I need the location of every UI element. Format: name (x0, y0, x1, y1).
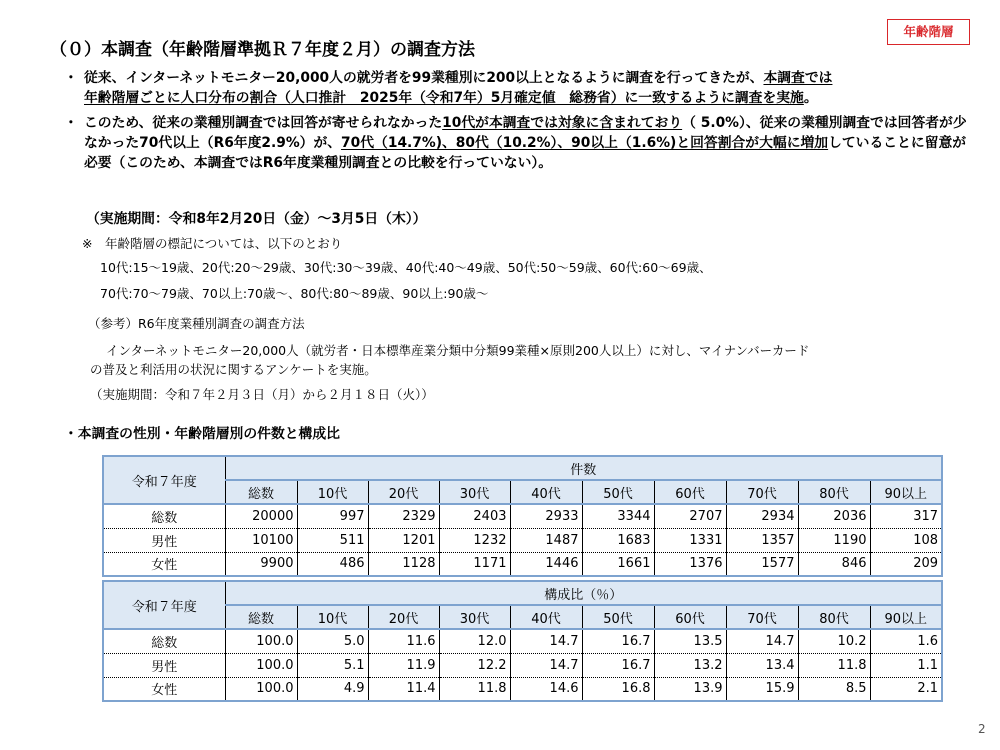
bullet1-end: 。 (803, 90, 818, 106)
bullet-mark: ・ (64, 115, 78, 131)
table-cell: 16.7 (582, 653, 654, 677)
table-cell: 16.7 (582, 629, 654, 653)
table-cell: 486 (297, 552, 368, 576)
column-header: 30代 (439, 480, 510, 504)
table-cell: 2.1 (870, 677, 942, 701)
row-label: 女性 (103, 552, 225, 576)
table-cell: 1201 (368, 528, 439, 552)
table-row (103, 677, 942, 701)
table-cell: 12.2 (439, 653, 510, 677)
table-cell: 1.6 (870, 629, 942, 653)
table-cell: 16.8 (582, 677, 654, 701)
survey-period: （実施期間：令和8年2月20日（金）～3月5日（木）） (86, 211, 427, 227)
bullet2-text-1: このため、従来の業種別調査では回答が寄せられなかった (84, 115, 443, 131)
column-header: 50代 (582, 605, 654, 629)
table-cell: 1128 (368, 552, 439, 576)
table-cell: 1376 (654, 552, 726, 576)
column-header: 70代 (726, 605, 798, 629)
table-row (103, 653, 942, 677)
table-cell: 317 (870, 504, 942, 528)
table-row (103, 504, 942, 528)
row-label: 総数 (103, 504, 225, 528)
column-header: 70代 (726, 480, 798, 504)
table-cell: 1446 (510, 552, 582, 576)
ratio-group-label: 構成比（％） (225, 581, 942, 605)
table-cell: 100.0 (225, 629, 297, 653)
table-cell: 14.7 (726, 629, 798, 653)
table-corner-label: 令和７年度 (103, 581, 225, 629)
table-cell: 10.2 (798, 629, 870, 653)
table-cell: 11.4 (368, 677, 439, 701)
page-title: （０）本調査（年齢階層準拠Ｒ７年度２月）の調査方法 (50, 40, 475, 60)
bullet1-underline-b: 年齢階層ごとに人口分布の割合（人口推計 2025年（令和7年）5月確定値 総務省）に一致するように調査を実施 (84, 90, 804, 106)
row-label: 総数 (103, 629, 225, 653)
bullet2-underline-2: 70代（14.7%)、80代（10.2%）、90以上（1.6%)と回答割合が大幅に増加 (341, 135, 829, 151)
table-row (103, 528, 942, 552)
note-head: ※ 年齢階層の標記については、以下のとおり (82, 236, 343, 251)
table-cell: 14.7 (510, 653, 582, 677)
table-cell: 100.0 (225, 653, 297, 677)
ratio-table (102, 580, 943, 702)
table-cell: 1232 (439, 528, 510, 552)
count-column-headers (103, 480, 942, 504)
table-corner-label: 令和７年度 (103, 456, 225, 504)
table-cell: 846 (798, 552, 870, 576)
column-header: 90以上 (870, 605, 942, 629)
table-cell: 1683 (582, 528, 654, 552)
table-row (103, 552, 942, 576)
note-line-2: 70代:70～79歳、70以上:70歳～、80代:80～89歳、90以上:90歳～ (100, 286, 489, 301)
bullet1-text: 従来、インターネットモニター20,000人の就労者を99業種別に200以上となるように調査を行ってきたが、 (84, 70, 764, 86)
bullet-item-2 (62, 113, 974, 173)
column-header: 20代 (368, 605, 439, 629)
table-cell: 1577 (726, 552, 798, 576)
table-cell: 20000 (225, 504, 297, 528)
note-line-1: 10代:15～19歳、20代:20～29歳、30代:30～39歳、40代:40～49歳、50代:50～59歳、60代:60～69歳、 (100, 260, 712, 275)
column-header: 90以上 (870, 480, 942, 504)
bullet2-text-2: （ 5.0%）、従来の業種別調査では回答者が少なかった70代以上（R6年度2.9%）が、 (84, 115, 967, 151)
table-cell: 9900 (225, 552, 297, 576)
table-cell: 13.4 (726, 653, 798, 677)
column-header: 60代 (654, 605, 726, 629)
table-cell: 13.9 (654, 677, 726, 701)
column-header: 40代 (510, 605, 582, 629)
table-cell: 1661 (582, 552, 654, 576)
table-cell: 5.1 (297, 653, 368, 677)
bullet2-text-3: していることに留意が必要（このため、本調査ではR6年度業種別調査との比較を行っていない）。 (84, 135, 967, 171)
table-cell: 11.8 (439, 677, 510, 701)
row-label: 男性 (103, 528, 225, 552)
reference-head: （参考）R6年度業種別調査の調査方法 (88, 316, 305, 331)
reference-period: （実施期間：令和７年２月３日（月）から２月１８日（火）） (90, 387, 434, 402)
table-cell: 511 (297, 528, 368, 552)
column-header: 80代 (798, 605, 870, 629)
table-cell: 12.0 (439, 629, 510, 653)
table-cell: 1171 (439, 552, 510, 576)
column-header: 40代 (510, 480, 582, 504)
reference-line-2: の普及と利活用の状況に関するアンケートを実施。 (90, 362, 377, 377)
table-cell: 2403 (439, 504, 510, 528)
bullet1-underline-a: 本調査では (763, 70, 833, 86)
ratio-column-headers (103, 605, 942, 629)
bullet-item-1 (62, 68, 974, 108)
column-header: 10代 (297, 605, 368, 629)
table-cell: 11.6 (368, 629, 439, 653)
column-header: 60代 (654, 480, 726, 504)
table-cell: 3344 (582, 504, 654, 528)
age-group-badge: 年齢階層 (887, 19, 970, 45)
column-header: 10代 (297, 480, 368, 504)
table-cell: 108 (870, 528, 942, 552)
section-title: ・本調査の性別・年齢階層別の件数と構成比 (64, 426, 340, 442)
table-cell: 11.9 (368, 653, 439, 677)
table-cell: 13.2 (654, 653, 726, 677)
table-cell: 1190 (798, 528, 870, 552)
bullet-mark: ・ (64, 70, 78, 86)
table-cell: 13.5 (654, 629, 726, 653)
table-cell: 997 (297, 504, 368, 528)
table-cell: 1.1 (870, 653, 942, 677)
column-header: 30代 (439, 605, 510, 629)
column-header: 総数 (225, 480, 297, 504)
table-cell: 5.0 (297, 629, 368, 653)
column-header: 総数 (225, 605, 297, 629)
row-label: 女性 (103, 677, 225, 701)
table-cell: 209 (870, 552, 942, 576)
table-cell: 1331 (654, 528, 726, 552)
table-cell: 11.8 (798, 653, 870, 677)
table-cell: 2707 (654, 504, 726, 528)
table-cell: 2934 (726, 504, 798, 528)
table-cell: 15.9 (726, 677, 798, 701)
table-cell: 4.9 (297, 677, 368, 701)
table-row (103, 629, 942, 653)
column-header: 80代 (798, 480, 870, 504)
page-number: 2 (978, 722, 986, 736)
table-cell: 2933 (510, 504, 582, 528)
table-cell: 8.5 (798, 677, 870, 701)
table-cell: 2329 (368, 504, 439, 528)
table-cell: 1487 (510, 528, 582, 552)
table-cell: 100.0 (225, 677, 297, 701)
bullet2-underline-1: 10代が本調査では対象に含まれており (442, 115, 683, 131)
table-cell: 14.6 (510, 677, 582, 701)
row-label: 男性 (103, 653, 225, 677)
count-table (102, 455, 943, 577)
reference-line-1: インターネットモニター20,000人（就労者・日本標準産業分類中分類99業種×原則200人以上）に対し、マイナンバーカード (106, 343, 810, 358)
column-header: 50代 (582, 480, 654, 504)
table-cell: 10100 (225, 528, 297, 552)
table-cell: 2036 (798, 504, 870, 528)
table-cell: 14.7 (510, 629, 582, 653)
table-cell: 1357 (726, 528, 798, 552)
bullet-list (62, 68, 974, 178)
column-header: 20代 (368, 480, 439, 504)
count-group-label: 件数 (225, 456, 942, 480)
